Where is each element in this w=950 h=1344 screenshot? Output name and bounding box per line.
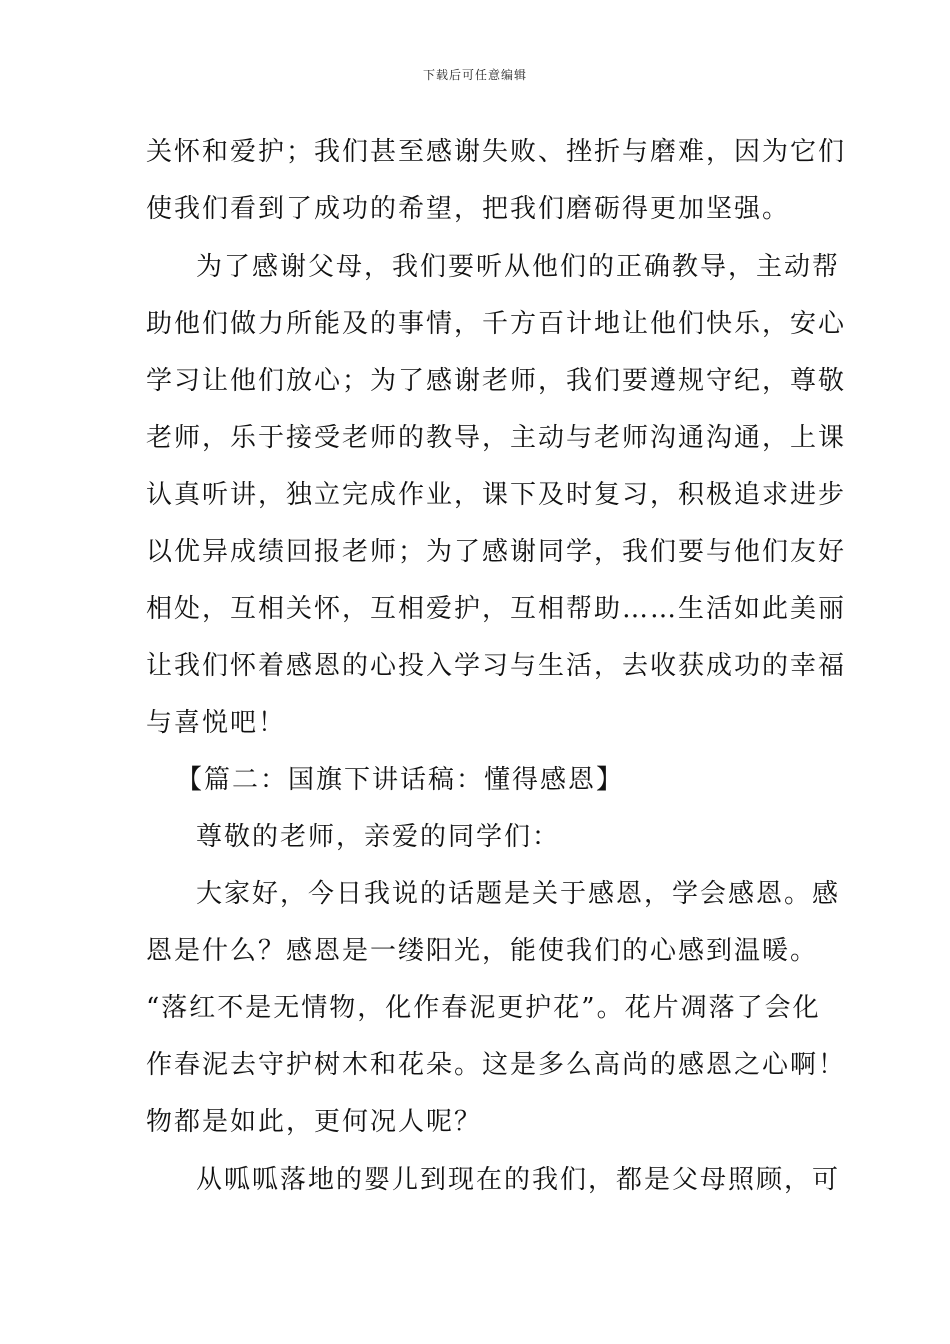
body-line-16: “落红不是无情物，化作春泥更护花”。花片凋落了会化 [146, 993, 821, 1023]
body-line-9: 相处，互相关怀，互相爱护，互相帮助……生活如此美丽 [146, 594, 847, 624]
body-line-5: 学习让他们放心；为了感谢老师，我们要遵规守纪，尊敬 [146, 366, 847, 396]
body-line-8: 以优异成绩回报老师；为了感谢同学，我们要与他们友好 [146, 537, 847, 567]
body-line-17: 作春泥去守护树木和花朵。这是多么高尚的感恩之心啊！ [146, 1050, 847, 1080]
body-line-2: 使我们看到了成功的希望，把我们磨砺得更加坚强。 [146, 194, 791, 224]
body-line-3: 为了感谢父母，我们要听从他们的正确教导，主动帮 [196, 252, 841, 282]
body-line-6: 老师，乐于接受老师的教导，主动与老师沟通沟通，上课 [146, 423, 847, 453]
body-line-4: 助他们做力所能及的事情，千方百计地让他们快乐，安心 [146, 309, 847, 339]
body-line-18: 物都是如此，更何况人呢？ [146, 1107, 483, 1137]
section-title: 【篇二：国旗下讲话稿：懂得感恩】 [176, 765, 625, 795]
body-line-1: 关怀和爱护；我们甚至感谢失败、挫折与磨难，因为它们 [146, 137, 847, 167]
body-line-15: 恩是什么？感恩是一缕阳光，能使我们的心感到温暖。 [146, 936, 819, 966]
salutation: 尊敬的老师，亲爱的同学们： [196, 822, 561, 852]
body-line-7: 认真听讲，独立完成作业，课下及时复习，积极追求进步 [146, 480, 847, 510]
page-header: 下载后可任意编辑 [422, 68, 527, 82]
body-line-11: 与喜悦吧！ [146, 708, 287, 738]
body-line-19: 从呱呱落地的婴儿到现在的我们，都是父母照顾，可 [196, 1165, 841, 1195]
body-line-10: 让我们怀着感恩的心投入学习与生活，去收获成功的幸福 [146, 651, 847, 681]
body-line-14: 大家好，今日我说的话题是关于感恩，学会感恩。感 [196, 879, 841, 909]
